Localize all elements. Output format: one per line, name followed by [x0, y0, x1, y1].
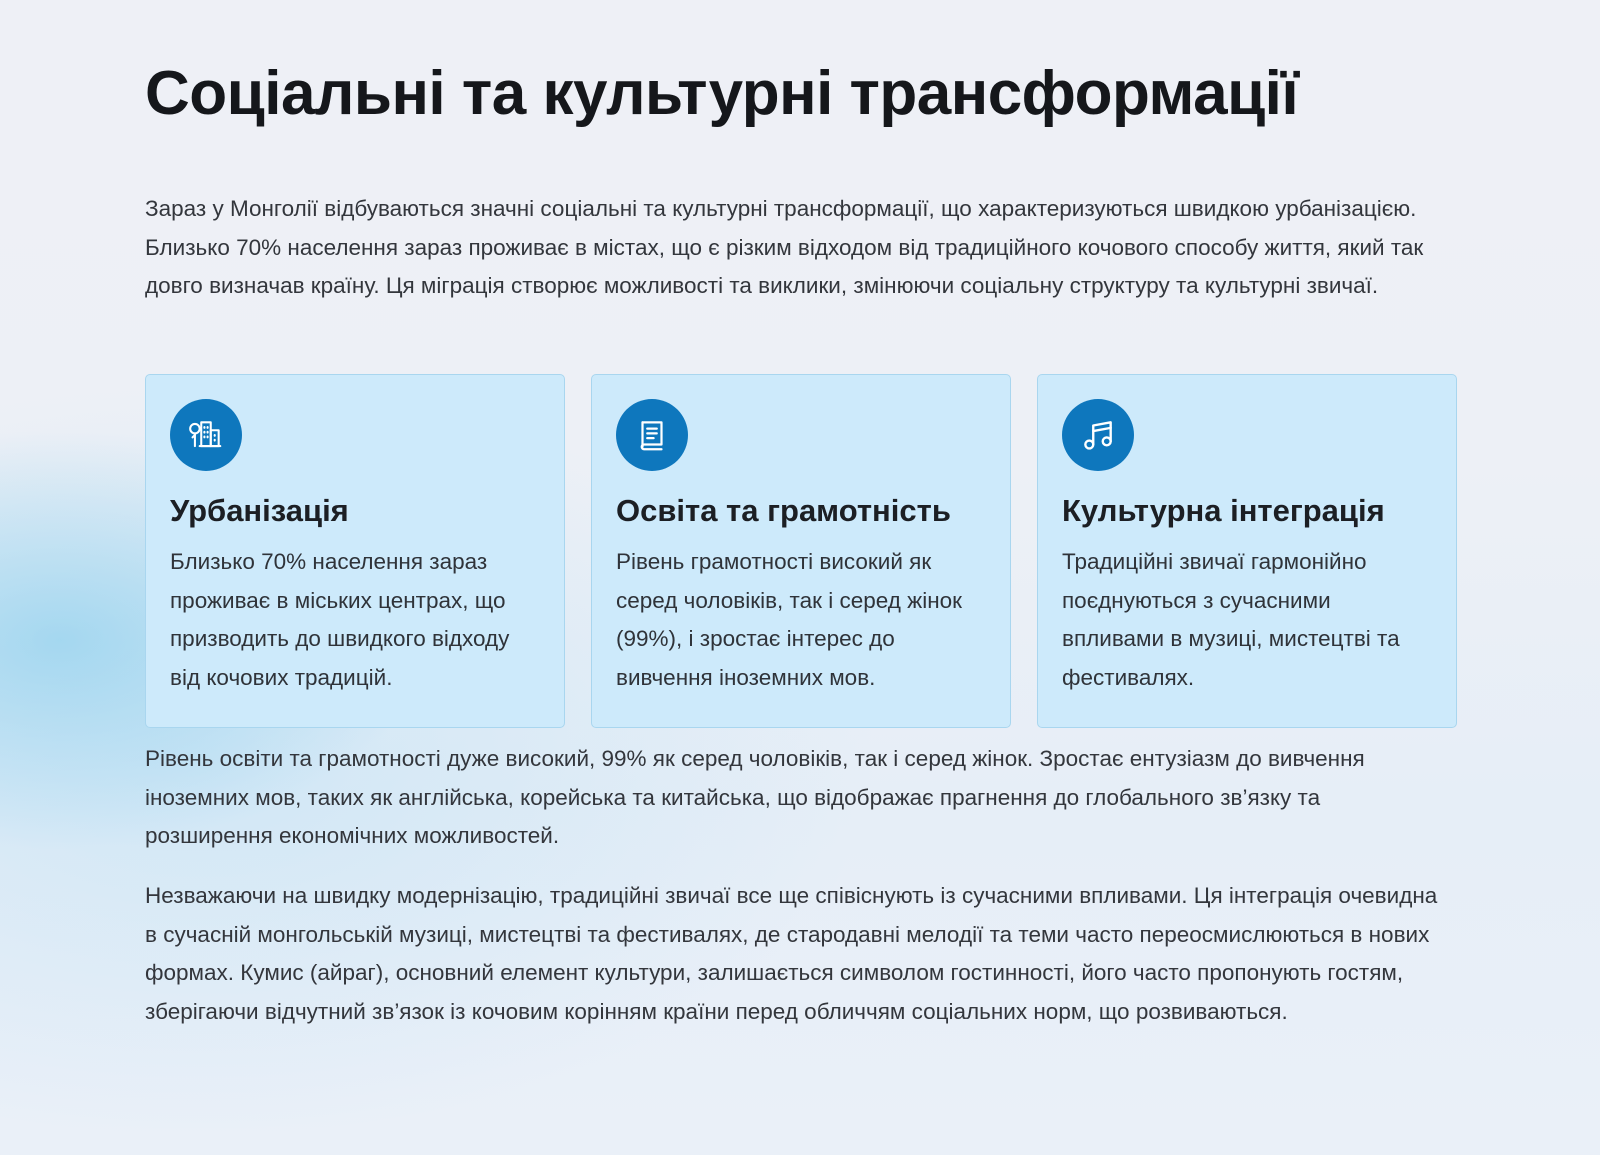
urban-buildings-icon	[170, 399, 242, 471]
card-title: Урбанізація	[170, 493, 349, 528]
card-education	[591, 374, 1011, 728]
music-note-icon	[1062, 399, 1134, 471]
card-text: Рівень грамотності високий як серед чоловіків, так і серед жінок (99%), і зростає інтерес до вивчення іноземних мов.	[616, 549, 962, 690]
card-urbanization	[145, 374, 565, 728]
card-text: Традиційні звичаї гармонійно поєднуються з сучасними впливами в музиці, мистецтві та фестивалях.	[1062, 549, 1400, 690]
feature-cards	[145, 374, 1457, 728]
page-title: Соціальні та культурні трансформації	[145, 59, 1299, 128]
card-title: Культурна інтеграція	[1062, 493, 1385, 528]
intro-paragraph: Зараз у Монголії відбуваються значні соціальні та культурні трансформації, що характеризуються швидкою урбанізацією. Близько 70% населення зараз проживає в містах, що є різким відходом від традиційного кочового способу життя, який так довго визначав країну. Ця міграція створює можливості та виклики, змінюючи соціальну структуру та культурні звичаї.	[145, 196, 1424, 298]
education-paragraph: Рівень освіти та грамотності дуже високий, 99% як серед чоловіків, так і серед жінок. Зростає ентузіазм до вивчення іноземних мов, таких як англійська, корейська та китайська, що відображає прагнення до глобального зв’язку та розширення економічних можливостей.	[145, 746, 1365, 848]
card-title: Освіта та грамотність	[616, 493, 951, 528]
book-icon	[616, 399, 688, 471]
card-text: Близько 70% населення зараз проживає в міських центрах, що призводить до швидкого відходу від кочових традицій.	[170, 549, 510, 690]
tradition-paragraph: Незважаючи на швидку модернізацію, традиційні звичаї все ще співіснують із сучасними впливами. Ця інтеграція очевидна в сучасній монгольській музиці, мистецтві та фестивалях, де стародавні мелодії та теми часто переосмислюються в нових формах. Кумис (айраг), основний елемент культури, залишається символом гостинності, його часто пропонують гостям, зберігаючи відчутний зв’язок із кочовим корінням країни перед обличчям соціальних норм, що розвиваються.	[145, 883, 1438, 1024]
card-cultural-integration	[1037, 374, 1457, 728]
